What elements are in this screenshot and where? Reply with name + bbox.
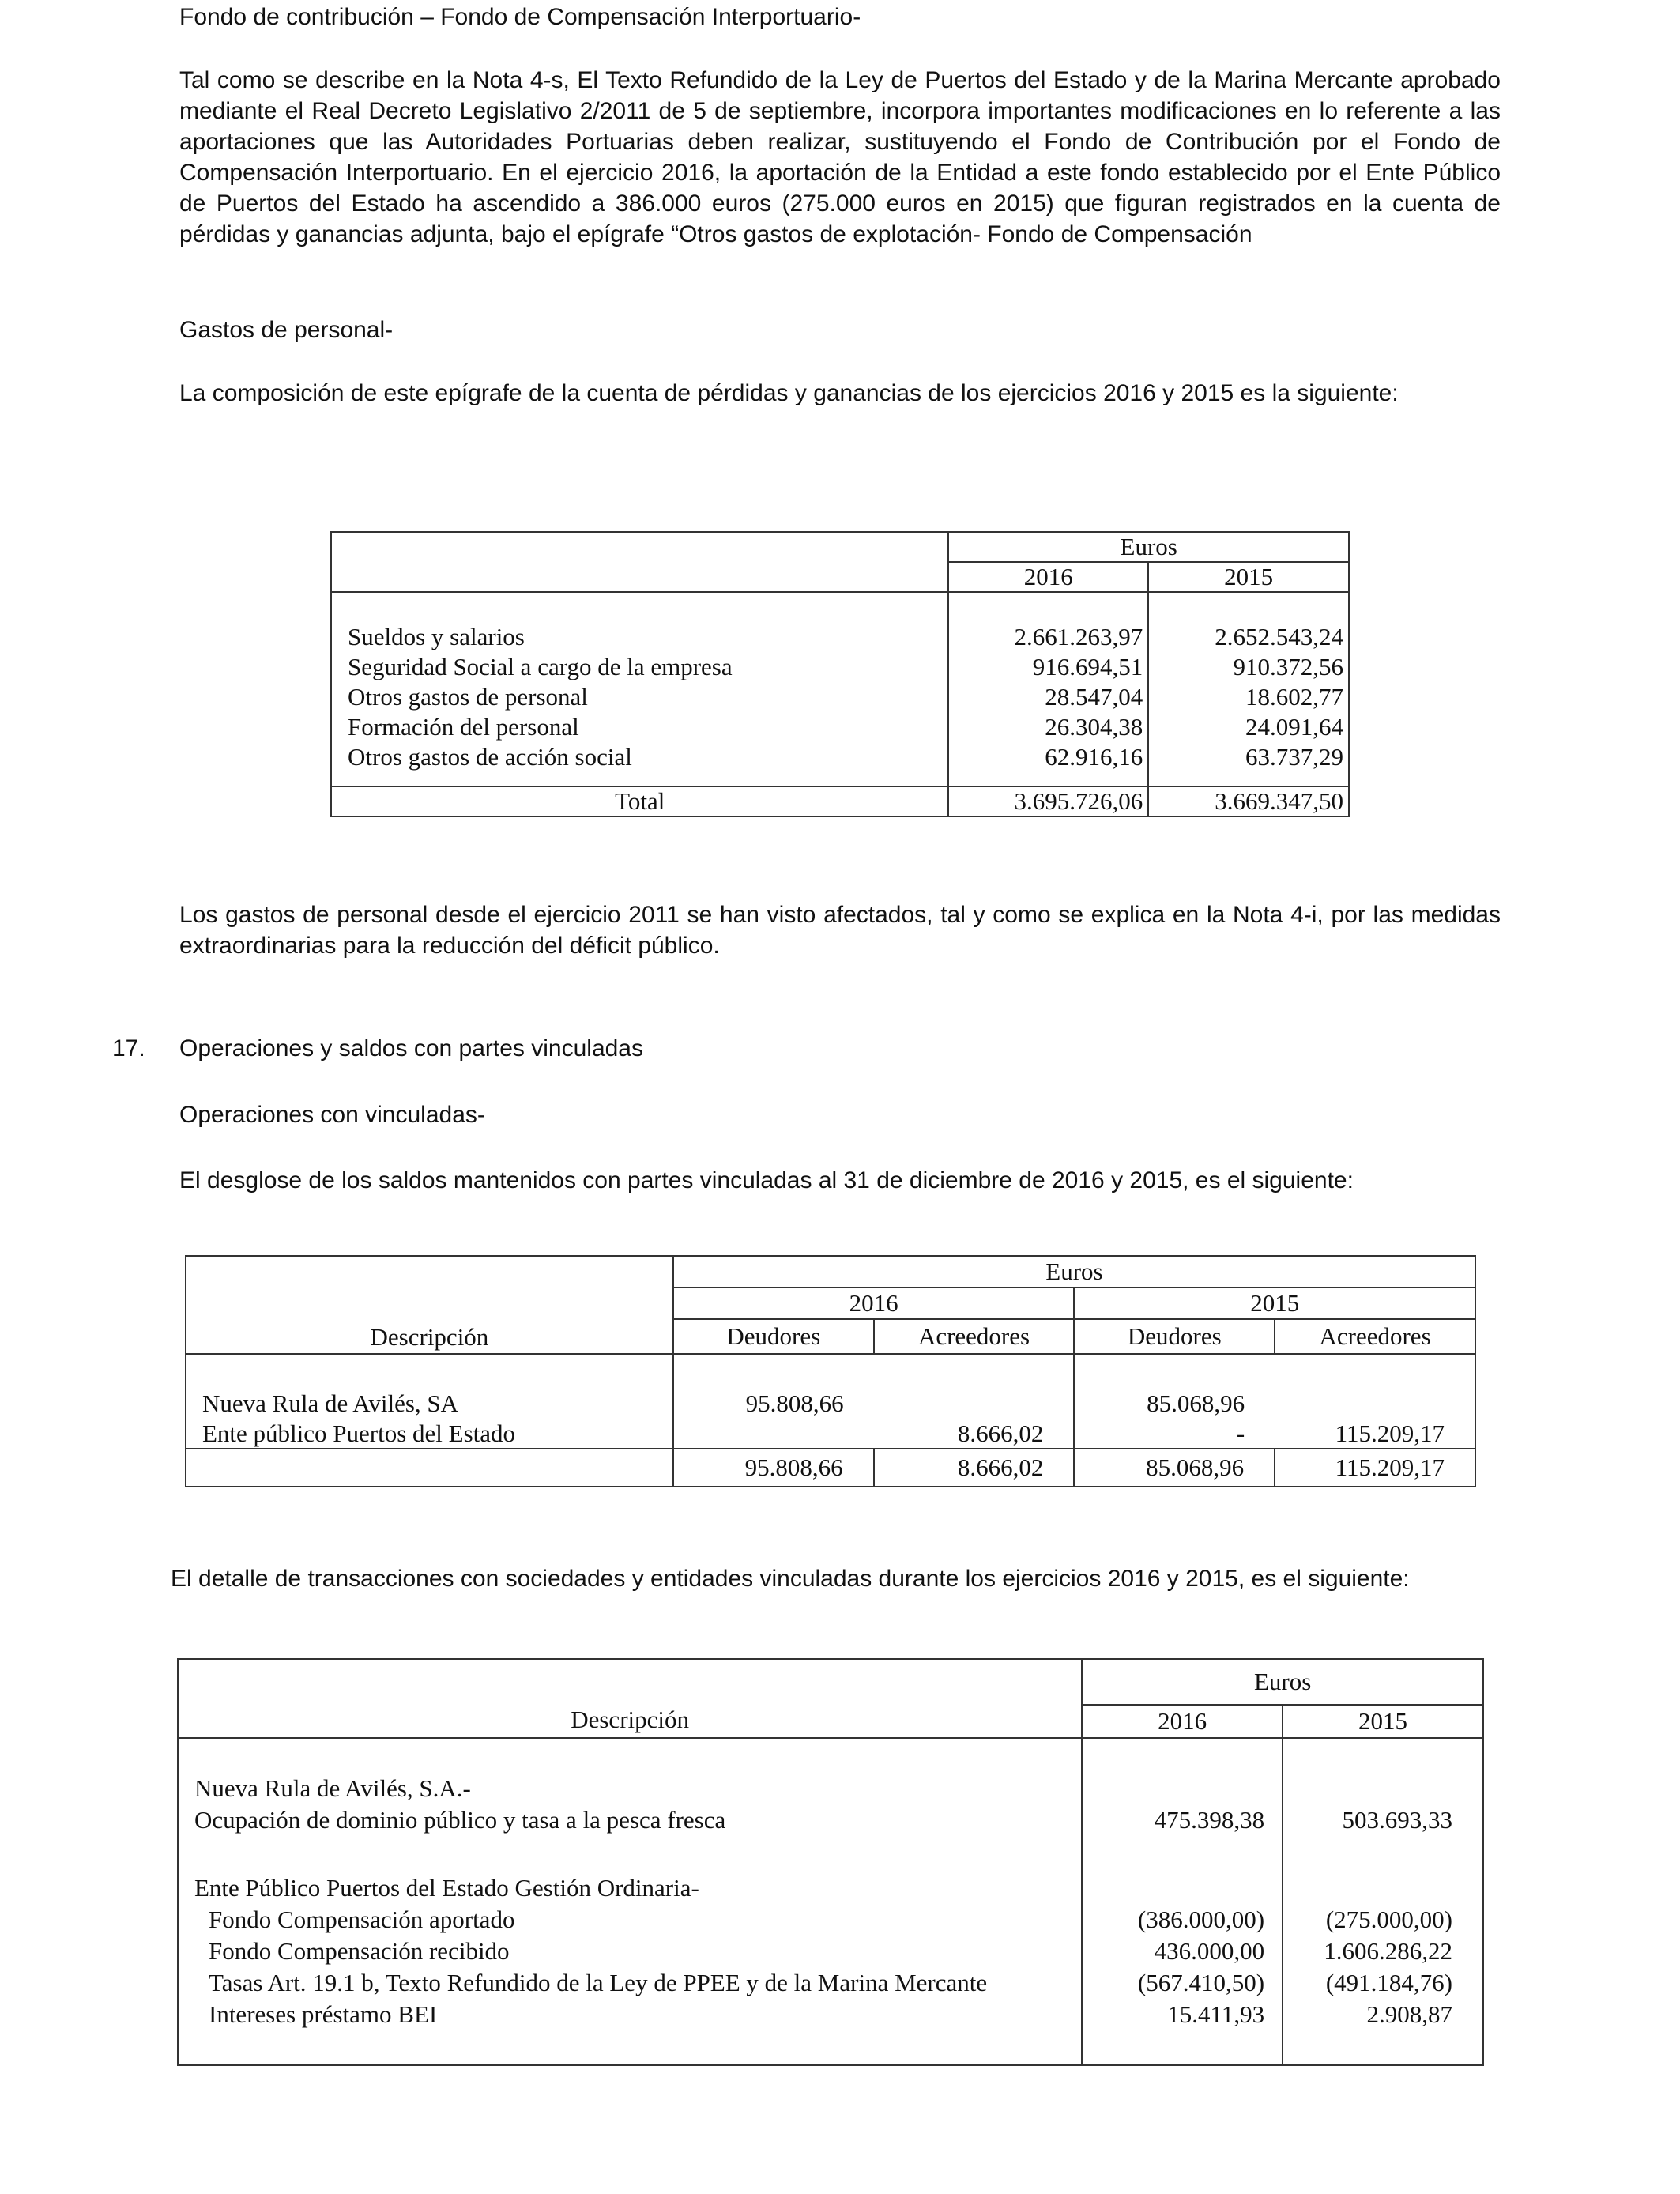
saldos-total-row: 95.808,66 8.666,02 85.068,96 115.209,17 [186,1449,1475,1487]
personal-table [330,531,1350,817]
personal-note: Los gastos de personal desde el ejercicio 2011 se han visto afectados, tal y como se explica en la Nota 4-i, por las medidas extraordinarias para la reducción del déficit público. [179,902,1501,959]
fondo-paragraph: Tal como se describe en la Nota 4-s, El Texto Refundido de la Ley de Puertos del Estado y de la Marina Mercante aprobado mediante el Real Decreto Legislativo 2/2011 de 5 de septiembre, incorpora importantes modificaciones en lo referente a las aportaciones que las Autoridades Portuarias deben realizar, sustituyendo el Fondo de Contribución por el Fondo de Compensación Interportuario. En el ejercicio 2016, la aportación de la Entidad a este fondo establecido por el Ente Público de Puertos del Estado ha ascendido a 386.000 euros (275.000 euros en 2015) que figuran registrados en la cuenta de pérdidas y ganancias adjunta, bajo el epígrafe “Otros gastos de explotación- Fondo de Compensación [179,67,1501,247]
total-row [331,786,1349,816]
section-title: Operaciones y saldos con partes vinculadas [179,1035,643,1061]
table-row: Fondo Compensación aportado (386.000,00) (275.000,00) [178,1904,1483,1936]
table-row: Nueva Rula de Avilés, SA 95.808,66 85.068,96 [186,1389,1475,1419]
saldos-deudores-2016: Deudores [673,1319,874,1354]
table-row: Fondo Compensación recibido 436.000,00 1.606.286,22 [178,1936,1483,1967]
table-row: Otros gastos de personal 28.547,04 18.602,77 [331,682,1349,712]
saldos-year-2016: 2016 [673,1287,1075,1319]
personal-year-2015: 2015 [1148,562,1349,592]
transacciones-intro: El detalle de transacciones con sociedades y entidades vinculadas durante los ejercicios 2016 y 2015, es el siguiente: [171,1566,1410,1592]
transacciones-currency: Euros [1082,1659,1483,1705]
saldos-intro: El desglose de los saldos mantenidos con partes vinculadas al 31 de diciembre de 2016 y 2015, es el siguiente: [179,1167,1354,1193]
total-label: Total [331,786,948,816]
saldos-table [185,1255,1476,1487]
saldos-year-2015: 2015 [1074,1287,1475,1319]
personal-title: Gastos de personal- [179,317,394,343]
table-row: Formación del personal 26.304,38 24.091,64 [331,712,1349,742]
total-2016: 3.695.726,06 [948,786,1148,816]
personal-year-2016: 2016 [948,562,1148,592]
transacciones-table [177,1658,1484,2066]
saldos-acreedores-2016: Acreedores [874,1319,1075,1354]
table-row: Otros gastos de acción social 62.916,16 63.737,29 [331,742,1349,772]
table-row: Intereses préstamo BEI 15.411,93 2.908,87 [178,1999,1483,2030]
transacciones-year-2015: 2015 [1283,1705,1483,1738]
table-row: Ocupación de dominio público y tasa a la pesca fresca 475.398,38 503.693,33 [178,1804,1483,1836]
section-subtitle: Operaciones con vinculadas- [179,1102,485,1128]
table-row: Ente público Puertos del Estado 8.666,02 - 115.209,17 [186,1419,1475,1449]
personal-currency-header: Euros [948,532,1349,562]
saldos-deudores-2015: Deudores [1074,1319,1275,1354]
total-2015: 3.669.347,50 [1148,786,1349,816]
table-row: Seguridad Social a cargo de la empresa 916.694,51 910.372,56 [331,652,1349,682]
table-row: Sueldos y salarios 2.661.263,97 2.652.543,24 [331,622,1349,652]
saldos-acreedores-2015: Acreedores [1275,1319,1475,1354]
transacciones-desc-header: Descripción [178,1659,1082,1738]
transacciones-year-2016: 2016 [1082,1705,1283,1738]
saldos-desc-header: Descripción [186,1256,673,1354]
table-row: Tasas Art. 19.1 b, Texto Refundido de la Ley de PPEE y de la Marina Mercante (567.410,50) (491.184,76) [178,1967,1483,1999]
fondo-title: Fondo de contribución – Fondo de Compensación Interportuario- [179,4,861,30]
section-number: 17. [112,1035,145,1061]
saldos-currency: Euros [673,1256,1475,1287]
group-heading: Nueva Rula de Avilés, S.A.- [178,1773,1483,1804]
personal-intro: La composición de este epígrafe de la cuenta de pérdidas y ganancias de los ejercicios 2016 y 2015 es la siguiente: [179,380,1399,406]
group-heading: Ente Público Puertos del Estado Gestión Ordinaria- [178,1872,1483,1904]
